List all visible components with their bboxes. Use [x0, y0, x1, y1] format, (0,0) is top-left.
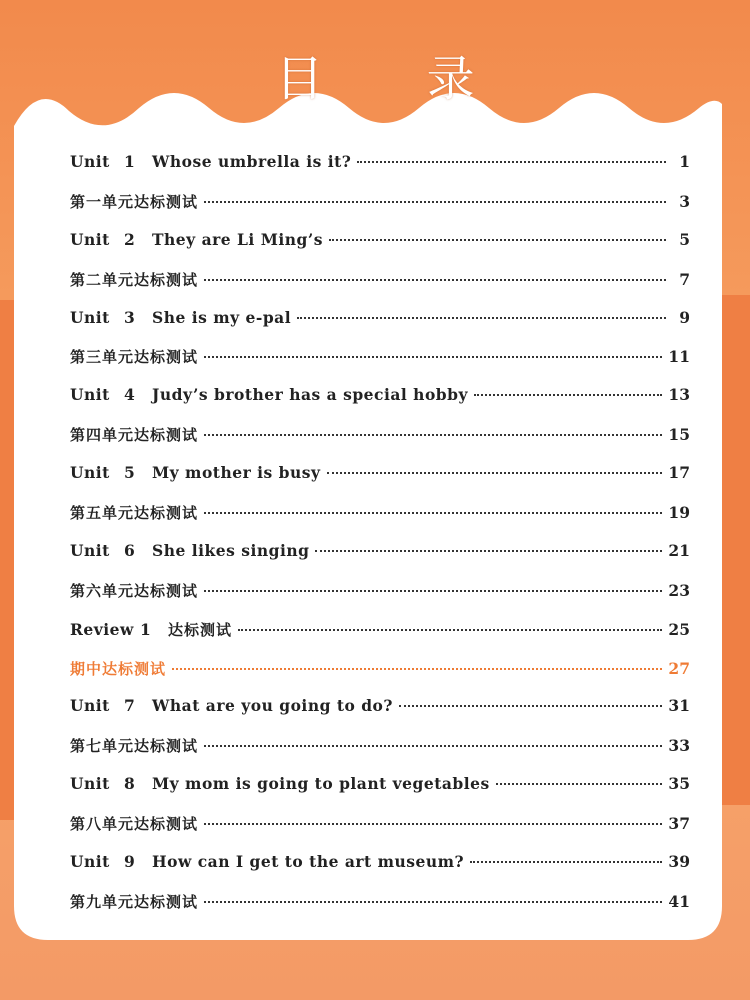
toc-entry-title: 期中达标测试 [70, 659, 167, 678]
toc-entry[interactable] [70, 308, 690, 347]
dot-leader [297, 317, 666, 319]
toc-entry[interactable] [70, 346, 690, 385]
toc-entry[interactable] [70, 696, 690, 735]
toc-page-number: 1 [679, 152, 690, 171]
toc-entry-label: Unit [70, 385, 110, 405]
toc-page-number: 15 [668, 425, 690, 445]
toc-entry-title: 第一单元达标测试 [70, 192, 199, 211]
toc-entry[interactable] [70, 424, 690, 463]
toc-entry[interactable] [70, 891, 690, 930]
toc-entry-label: Unit [70, 774, 110, 794]
toc-entry-title: What are you going to do? [152, 696, 393, 716]
toc-page-number: 31 [668, 696, 690, 716]
toc-entry-title: She likes singing [152, 540, 310, 560]
toc-entry[interactable] [70, 580, 690, 619]
toc-entry-number: 3 [124, 307, 136, 327]
toc-entry-number: 6 [124, 540, 136, 560]
toc-page-number: 3 [679, 191, 690, 211]
dot-leader [204, 279, 666, 281]
toc-entry-number: 9 [124, 852, 136, 872]
dot-leader [496, 783, 663, 785]
toc-page-number: 19 [668, 503, 690, 523]
toc-entry-number: 8 [124, 774, 136, 794]
toc-entry[interactable] [70, 658, 690, 697]
toc-page-number: 13 [668, 385, 690, 405]
toc-entry-label: Unit [70, 307, 110, 327]
toc-entry-heading [70, 463, 321, 482]
dot-leader [315, 550, 662, 552]
toc-entry-title: 第二单元达标测试 [70, 270, 199, 289]
toc-entry-label: Review [70, 619, 134, 639]
toc-entry-title: 第六单元达标测试 [70, 581, 199, 600]
toc-entry-label: Unit [70, 696, 110, 716]
dot-leader [474, 394, 662, 396]
toc-entry-heading [70, 774, 490, 793]
toc-entry-number: 5 [124, 463, 136, 483]
toc-entry-title: 第五单元达标测试 [70, 504, 199, 523]
dot-leader [204, 823, 662, 825]
toc-page-number: 5 [679, 229, 690, 249]
toc-entry-title: Whose umbrella is it? [152, 152, 352, 171]
toc-entry-heading [70, 619, 232, 640]
toc-page-number: 7 [679, 269, 690, 289]
toc-entry-number: 1 [124, 152, 136, 171]
toc-entry-heading [70, 385, 468, 404]
toc-page-number: 41 [668, 891, 690, 911]
dot-leader [204, 901, 662, 903]
toc-entry-title: 达标测试 [168, 620, 233, 639]
toc-entry-number: 7 [124, 696, 136, 716]
dot-leader [204, 356, 662, 358]
toc-entry-heading [70, 308, 291, 327]
toc-entry-label: Unit [70, 152, 110, 171]
toc-entry-title: 第七单元达标测试 [70, 737, 199, 756]
dot-leader [204, 434, 662, 436]
toc-entry[interactable] [70, 502, 690, 541]
toc-entry-heading [70, 852, 464, 871]
toc-page-number: 21 [668, 540, 690, 560]
toc-page-number: 35 [668, 774, 690, 794]
toc-entry[interactable] [70, 152, 690, 191]
toc-entry-title: 第三单元达标测试 [70, 348, 199, 367]
toc-entry[interactable] [70, 463, 690, 502]
toc-entry-title: How can I get to the art museum? [152, 852, 465, 872]
toc-page-number: 27 [668, 658, 690, 678]
dot-leader [172, 668, 662, 670]
toc-entry[interactable] [70, 230, 690, 269]
toc-entry-title: 第九单元达标测试 [70, 892, 199, 911]
toc-page-number: 33 [668, 736, 690, 756]
toc-entry-title: She is my e-pal [152, 307, 292, 327]
toc-entry-label: Unit [70, 463, 110, 483]
dot-leader [470, 861, 662, 863]
toc-entry-title: My mother is busy [152, 463, 321, 483]
toc-page-number: 37 [668, 814, 690, 834]
dot-leader [327, 472, 663, 474]
toc-entry-title: Judy’s brother has a special hobby [152, 385, 468, 405]
toc-entry-title: 第八单元达标测试 [70, 815, 199, 834]
toc-entry-number: 4 [124, 385, 136, 405]
dot-leader [357, 161, 666, 163]
dot-leader [329, 239, 666, 241]
toc-page-number: 9 [679, 307, 690, 327]
toc-entry-label: Unit [70, 852, 110, 872]
toc-entry[interactable] [70, 385, 690, 424]
dot-leader [204, 590, 662, 592]
toc-entry-heading [70, 541, 309, 560]
toc-page-number: 23 [668, 580, 690, 600]
toc-entry-title: They are Li Ming’s [152, 229, 323, 249]
toc-page-number: 17 [668, 463, 690, 483]
toc-entry[interactable] [70, 774, 690, 813]
dot-leader [204, 745, 662, 747]
toc-entry[interactable] [70, 735, 690, 774]
toc-entry-number: 1 [140, 619, 152, 639]
page-title: 目 录 [275, 51, 519, 107]
toc-page-number: 39 [668, 852, 690, 872]
table-of-contents [70, 152, 690, 930]
toc-entry-title: 第四单元达标测试 [70, 426, 199, 445]
toc-entry-label: Unit [70, 540, 110, 560]
dot-leader [204, 201, 666, 203]
dot-leader [399, 705, 662, 707]
toc-entry-label: Unit [70, 229, 110, 249]
toc-entry-heading [70, 696, 393, 715]
toc-entry[interactable] [70, 191, 690, 230]
toc-page-number: 11 [668, 347, 690, 367]
toc-entry[interactable] [70, 541, 690, 580]
toc-entry-heading [70, 152, 351, 171]
toc-entry[interactable] [70, 852, 690, 891]
toc-entry-number: 2 [124, 229, 136, 249]
toc-entry-heading [70, 230, 323, 249]
dot-leader [204, 512, 662, 514]
toc-page-number: 25 [668, 619, 690, 639]
toc-entry[interactable] [70, 269, 690, 308]
dot-leader [238, 629, 662, 631]
toc-entry-title: My mom is going to plant vegetables [152, 774, 490, 794]
toc-entry[interactable] [70, 813, 690, 852]
toc-entry[interactable] [70, 619, 690, 658]
